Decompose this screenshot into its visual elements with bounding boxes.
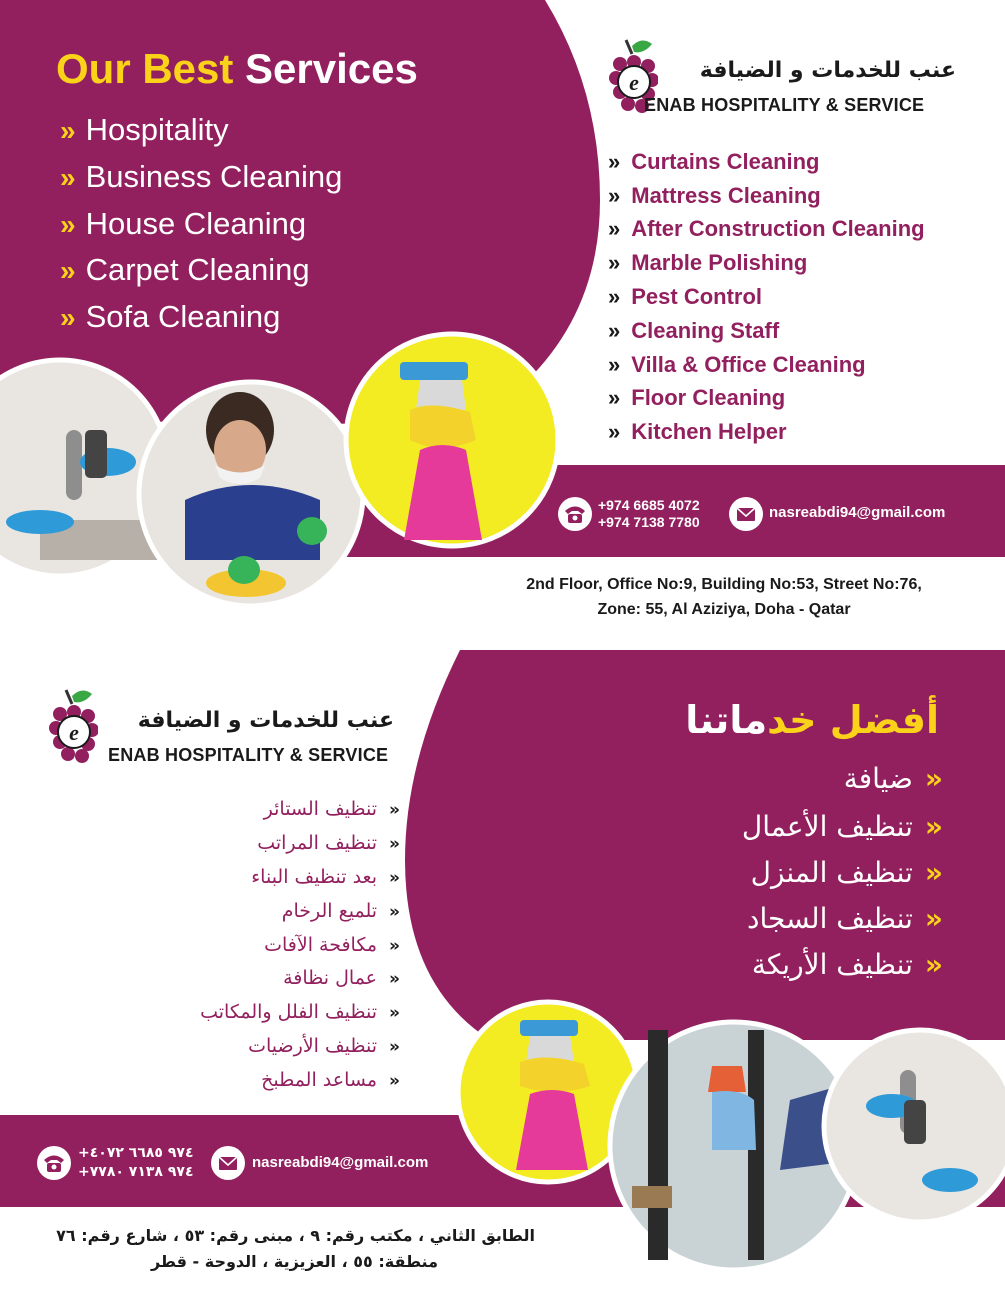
svg-text:e: e: [69, 720, 79, 745]
main-service-item: [60, 206, 306, 242]
top-email[interactable]: nasreabdi94@gmail.com: [769, 504, 946, 521]
list-service-label: مساعد المطبخ: [261, 1069, 378, 1091]
list-service-item: [608, 216, 925, 242]
list-service-label: Kitchen Helper: [631, 419, 787, 444]
double-chevron-icon: «: [389, 1003, 400, 1023]
main-service-label: House Cleaning: [85, 206, 307, 241]
bottom-logo-arabic: عنب للخدمات و الضيافة: [137, 708, 394, 733]
main-service-item-ar: [751, 856, 943, 889]
main-service-item-ar: [752, 948, 943, 981]
list-service-item: [608, 318, 779, 344]
double-chevron-icon: »: [608, 149, 618, 174]
list-service-label: Mattress Cleaning: [631, 183, 821, 208]
list-service-item-ar: [251, 866, 400, 888]
list-service-label: Marble Polishing: [631, 250, 808, 275]
list-service-item-ar: [261, 1069, 400, 1091]
photo-sink-cleaning-bottom: [824, 1030, 1005, 1222]
double-chevron-icon: »: [60, 255, 72, 286]
double-chevron-icon: «: [924, 856, 943, 889]
list-service-label: تنظيف الفلل والمكاتب: [200, 1001, 378, 1023]
double-chevron-icon: «: [924, 948, 943, 981]
grape-logo-icon: [48, 686, 98, 770]
bottom-email[interactable]: nasreabdi94@gmail.com: [252, 1154, 429, 1171]
bottom-title-part1: أفضل: [829, 698, 939, 742]
double-chevron-icon: »: [608, 250, 618, 275]
main-service-label: ضيافة: [843, 762, 913, 795]
list-service-item-ar: [283, 967, 400, 989]
list-service-label: بعد تنظيف البناء: [251, 866, 378, 888]
bottom-phone-1[interactable]: +٩٧٤ ٦٦٨٥ ٤٠٧٢: [78, 1145, 194, 1161]
list-service-item-ar: [264, 934, 400, 956]
main-service-label: تنظيف الأعمال: [741, 810, 913, 843]
top-logo-arabic: عنب للخدمات و الضيافة: [699, 58, 956, 83]
main-service-label: Hospitality: [85, 112, 229, 147]
main-service-item: [60, 299, 280, 335]
list-service-item-ar: [200, 1001, 400, 1023]
main-service-item-ar: [747, 902, 943, 935]
main-service-label: Business Cleaning: [85, 159, 343, 194]
main-service-label: تنظيف المنزل: [750, 856, 913, 889]
main-service-item: [60, 252, 310, 288]
list-service-label: تنظيف الستائر: [263, 798, 378, 820]
double-chevron-icon: «: [389, 969, 400, 989]
main-service-item-ar: [742, 810, 943, 843]
main-service-item: [60, 159, 342, 195]
list-service-label: Pest Control: [631, 284, 763, 309]
list-service-label: تنظيف الأرضيات: [248, 1035, 378, 1057]
photo-spray-bottle: [346, 334, 558, 546]
double-chevron-icon: «: [389, 834, 400, 854]
top-address-line2: Zone: 55, Al Aziziya, Doha - Qatar: [597, 601, 851, 618]
double-chevron-icon: »: [608, 352, 618, 377]
top-address-line1: 2nd Floor, Office No:9, Building No:53, Street No:76,: [526, 576, 922, 593]
main-service-item: [60, 112, 229, 148]
list-service-item: [608, 183, 821, 209]
email-icon: [728, 496, 764, 532]
main-service-label: Carpet Cleaning: [85, 252, 310, 287]
phone-icon: [557, 496, 593, 532]
main-service-label: تنظيف الأريكة: [751, 948, 913, 981]
main-service-label: Sofa Cleaning: [85, 299, 281, 334]
photo-window-cleaning: [610, 1022, 860, 1270]
double-chevron-icon: »: [60, 162, 72, 193]
top-phone-2[interactable]: +974 7138 7780: [598, 514, 700, 530]
list-service-item-ar: [264, 798, 400, 820]
list-service-label: After Construction Cleaning: [631, 216, 925, 241]
list-service-item: [608, 284, 762, 310]
double-chevron-icon: «: [924, 762, 943, 795]
photo-woman-cleaning: [139, 382, 363, 606]
list-service-item: [608, 149, 820, 175]
list-service-label: Floor Cleaning: [631, 385, 786, 410]
bottom-address-line1: الطابق الثاني ، مكتب رقم: ٩ ، مبنى رقم: ٥٣ ، شارع رقم: ٧٦: [56, 1226, 535, 1245]
list-service-item: [608, 419, 787, 445]
list-service-item-ar: [248, 1035, 400, 1057]
double-chevron-icon: «: [389, 800, 400, 820]
double-chevron-icon: »: [608, 183, 618, 208]
list-service-item: [608, 352, 866, 378]
double-chevron-icon: »: [60, 209, 72, 240]
bottom-title-part2: خد: [767, 698, 817, 742]
double-chevron-icon: «: [389, 902, 400, 922]
double-chevron-icon: »: [608, 419, 618, 444]
double-chevron-icon: »: [60, 302, 72, 333]
bottom-title-part3: ماتنا: [685, 698, 768, 742]
top-title-rest: Services: [245, 45, 418, 92]
double-chevron-icon: «: [924, 810, 943, 843]
double-chevron-icon: «: [389, 1037, 400, 1057]
double-chevron-icon: »: [608, 216, 618, 241]
double-chevron-icon: «: [389, 1071, 400, 1091]
list-service-label: تنظيف المراتب: [257, 832, 378, 854]
list-service-item-ar: [257, 832, 400, 854]
double-chevron-icon: «: [389, 868, 400, 888]
bottom-address-line2: منطقة: ٥٥ ، العزيزية ، الدوحة - قطر: [150, 1252, 438, 1271]
list-service-label: مكافحة الآفات: [264, 934, 378, 956]
double-chevron-icon: »: [608, 385, 618, 410]
list-service-label: Cleaning Staff: [631, 318, 780, 343]
top-phone-1[interactable]: +974 6685 4072: [598, 497, 700, 513]
double-chevron-icon: »: [608, 284, 618, 309]
list-service-item: [608, 385, 785, 411]
list-service-label: Villa & Office Cleaning: [631, 352, 866, 377]
list-service-label: تلميع الرخام: [281, 900, 378, 922]
double-chevron-icon: »: [608, 318, 618, 343]
main-service-item-ar: [844, 762, 943, 795]
bottom-phone-2[interactable]: +٩٧٤ ٧١٣٨ ٧٧٨٠: [78, 1164, 194, 1180]
svg-text:e: e: [629, 70, 639, 95]
list-service-label: عمال نظافة: [283, 967, 378, 989]
main-service-label: تنظيف السجاد: [746, 902, 913, 935]
phone-icon: [36, 1145, 72, 1181]
list-service-item: [608, 250, 807, 276]
bottom-title: [685, 698, 939, 742]
top-title: [56, 45, 418, 93]
top-logo-english: ENAB HOSPITALITY & SERVICE: [644, 95, 925, 115]
bottom-logo-english: ENAB HOSPITALITY & SERVICE: [108, 745, 389, 765]
double-chevron-icon: «: [389, 936, 400, 956]
list-service-label: Curtains Cleaning: [631, 149, 820, 174]
list-service-item-ar: [282, 900, 400, 922]
email-icon: [210, 1145, 246, 1181]
top-title-highlight: Our Best: [56, 45, 234, 92]
double-chevron-icon: «: [924, 902, 943, 935]
double-chevron-icon: »: [60, 115, 72, 146]
